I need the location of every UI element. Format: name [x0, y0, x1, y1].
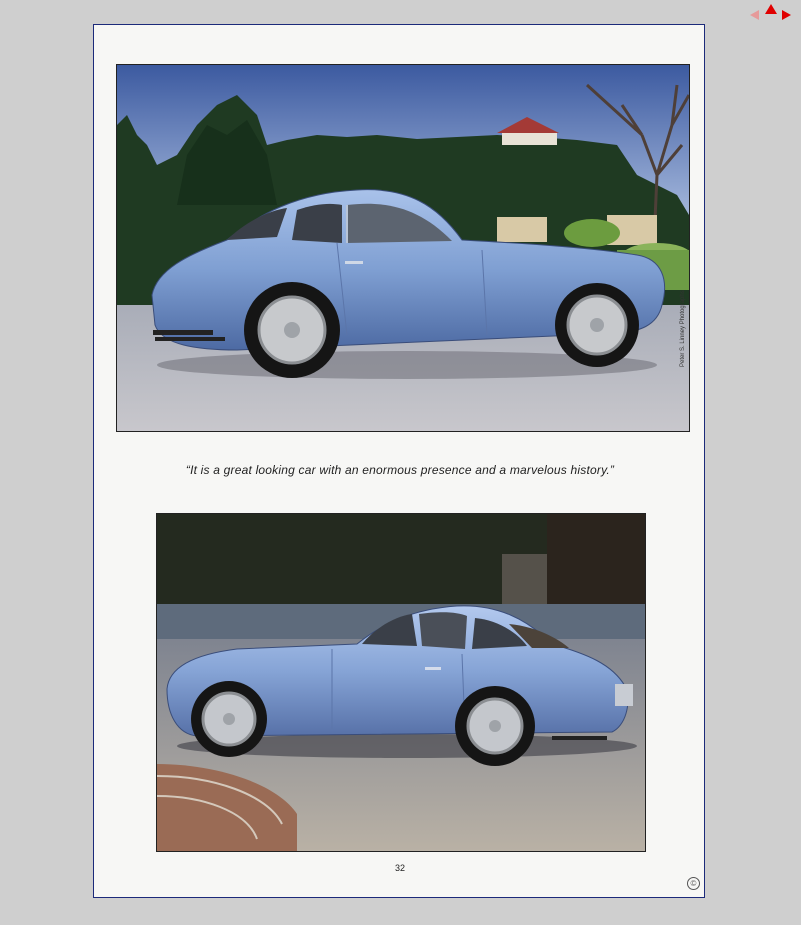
publisher-logo-icon: © — [687, 877, 700, 890]
magazine-page — [93, 24, 705, 898]
up-arrow-icon[interactable] — [765, 4, 777, 14]
previous-page-arrow-icon[interactable] — [750, 10, 759, 20]
pull-quote-caption: “It is a great looking car with an enormous presence and a marvelous history.” — [185, 463, 615, 477]
next-page-arrow-icon[interactable] — [782, 10, 791, 20]
photo-car-side-view-right — [116, 64, 690, 432]
photo-car-side-view-left — [156, 513, 646, 852]
photo-credit: Peter S. Linney Photographs — [680, 290, 686, 367]
page-navigation — [748, 4, 796, 24]
page-number: 32 — [394, 863, 405, 873]
